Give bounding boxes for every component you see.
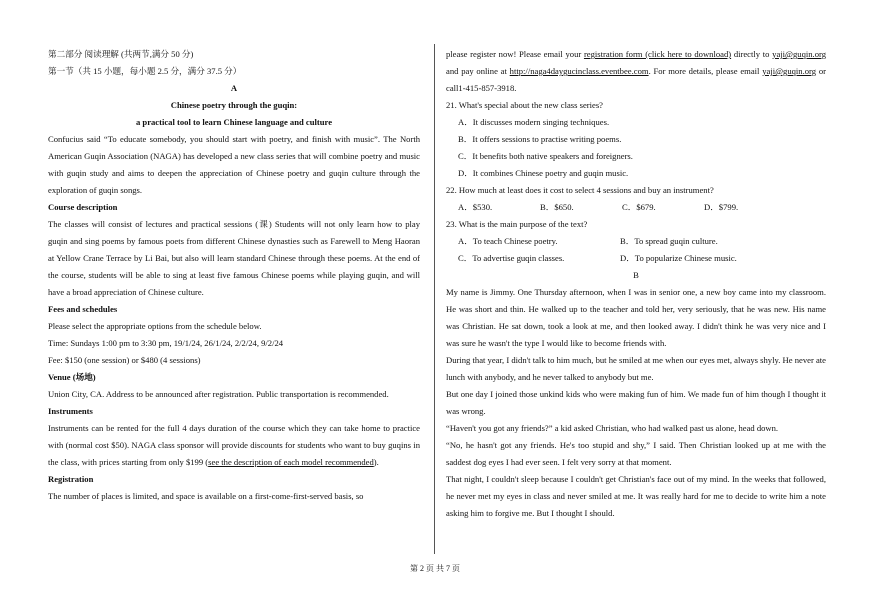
passage-b-paragraph: During that year, I didn't talk to him much, but he smiled at me when our eyes met, always shyly. He never ate lunch with anybody, and he never talked to anybody but me. — [446, 355, 826, 382]
passage-b-paragraph: “Haven't you got any friends?” a kid asked Christian, who had walked past us alone, head down. — [446, 423, 779, 433]
q22-option-c: C．$679. — [622, 202, 656, 212]
q22-options — [446, 199, 826, 216]
passage-b-paragraph: But one day I joined those unkind kids who were making fun of him. We made fun of him though I thought it was wrong. — [446, 389, 826, 416]
fees-line: Please select the appropriate options from the schedule below. — [48, 321, 262, 331]
column-divider — [434, 44, 435, 554]
instruments-end: ). — [373, 457, 379, 467]
reg-text-mid2: and pay online at — [446, 66, 510, 76]
course-description-text: The classes will consist of lectures and practical sessions (课) Students will not only learn how to play guqin and sing poems by famous poets from different Chinese dynasties such as Farewell to Meng Haoran at Yellow Crane Terrace by Li Bai, but also will learn standard Chinese through these poems. At the end of the course, students will be able to sing at least five famous Chinese poems while playing guqin, and will have a broad appreciation of Chinese culture. — [48, 219, 420, 297]
reg-text-mid1: directly to — [731, 49, 773, 59]
registration-continued — [446, 46, 826, 97]
registration-heading: Registration — [48, 474, 94, 484]
venue-text: Union City, CA. Address to be announced after registration. Public transportation is recommended. — [48, 389, 389, 399]
q22-option-d: D．$799. — [704, 202, 739, 212]
fees-heading: Fees and schedules — [48, 304, 118, 314]
q23-options-row1 — [446, 233, 826, 250]
email-link-2[interactable]: yaji@guqin.org — [762, 66, 817, 76]
passage-b-paragraph: “No, he hasn't got any friends. He's too stupid and shy,” I said. Then Christian looked up at me with the saddest dog eyes I had ever seen. I felt very sorry at that moment. — [446, 440, 826, 467]
part-heading: 第二部分 阅读理解 (共两节,满分 50 分) — [48, 49, 194, 59]
left-column — [48, 46, 420, 505]
eventbee-url-link[interactable]: http://naga4daygucinclass.eventbee.com — [509, 66, 649, 76]
passage-title-line2: a practical tool to learn Chinese language and culture — [135, 117, 333, 127]
question-23: 23. What is the main purpose of the text? — [446, 219, 588, 229]
q21-option-b: B．It offers sessions to practise writing poems. — [458, 134, 622, 144]
email-link-1[interactable]: yaji@guqin.org — [772, 49, 826, 59]
q21-option-d: D．It combines Chinese poetry and guqin music. — [458, 168, 629, 178]
instruments-text: Instruments can be rented for the full 4 days duration of the course which they can take home to practice with (normal cost $50). NAGA class sponsor will provide discounts for students who want to buy guqins in the class, with prices starting from only $199 ( — [48, 423, 420, 467]
passage-a-label: A — [230, 83, 238, 93]
q22-option-a: A．$530. — [458, 202, 493, 212]
section-heading: 第一节（共 15 小题，每小题 2.5 分，满分 37.5 分） — [48, 66, 242, 76]
course-description-heading: Course description — [48, 202, 118, 212]
passage-title-line1: Chinese poetry through the guqin: — [170, 100, 298, 110]
reg-text-start: please register now! Please email your — [446, 49, 584, 59]
q22-option-b: B．$650. — [540, 202, 574, 212]
instruments-paragraph — [48, 420, 420, 471]
intro-paragraph: Confucius said “To educate somebody, you should start with poetry, and finish with music”. The North American Guqin Association (NAGA) has developed a new class series that will combine poetry and music with guqin study and aims to deepen the appreciation of Chinese poetry and guqin culture through the exploration of guqin songs. — [48, 134, 420, 195]
reg-text-end: or call1-415-857-3918. — [446, 66, 826, 93]
q23-option-c: C．To advertise guqin classes. — [458, 253, 565, 263]
venue-heading: Venue (场地) — [48, 372, 96, 382]
page-footer: 第 2 页 共 7 页 — [410, 564, 460, 573]
fee-line: Fee: $150 (one session) or $480 (4 sessions) — [48, 355, 201, 365]
passage-b-paragraph: My name is Jimmy. One Thursday afternoon, when I was in senior one, a new boy came into my classroom. He was short and thin. He walked up to the teacher and told her, very seriously, that he was new. His name was Christian. He sat down, took a look at me, and then looked away. I didn't think he was very nice and I was sure he wasn't the type I would like to become friends with. — [446, 287, 826, 348]
registration-text: The number of places is limited, and space is available on a first-come-first-served basis, so — [48, 491, 364, 501]
question-21: 21. What's special about the new class series? — [446, 100, 603, 110]
q21-option-c: C．It benefits both native speakers and foreigners. — [458, 151, 633, 161]
schedule-line: Time: Sundays 1:00 pm to 3:30 pm, 19/1/24, 26/1/24, 2/2/24, 9/2/24 — [48, 338, 284, 348]
passage-b-paragraph: That night, I couldn't sleep because I couldn't get Christian's face out of my mind. In the weeks that followed, he never met my eyes in class and never smiled at me. It was really hard for me to decide to write him a note asking him to forgive me. But I thought I should. — [446, 474, 826, 518]
q23-option-a: A．To teach Chinese poetry. — [458, 236, 558, 246]
q23-option-b: B．To spread guqin culture. — [620, 236, 718, 246]
right-column — [446, 46, 826, 522]
instruments-heading: Instruments — [48, 406, 93, 416]
q21-option-a: A．It discusses modern singing techniques. — [458, 117, 610, 127]
q23-option-d: D．To popularize Chinese music. — [620, 253, 737, 263]
q23-options-row2 — [446, 250, 826, 267]
model-description-link[interactable]: see the description of each model recommended — [208, 457, 374, 467]
question-22: 22. How much at least does it cost to select 4 sessions and buy an instrument? — [446, 185, 714, 195]
passage-b-label: B — [633, 270, 639, 280]
registration-form-link[interactable]: registration form (click here to download) — [583, 49, 732, 59]
reg-text-mid3: . For more details, please email — [648, 66, 763, 76]
